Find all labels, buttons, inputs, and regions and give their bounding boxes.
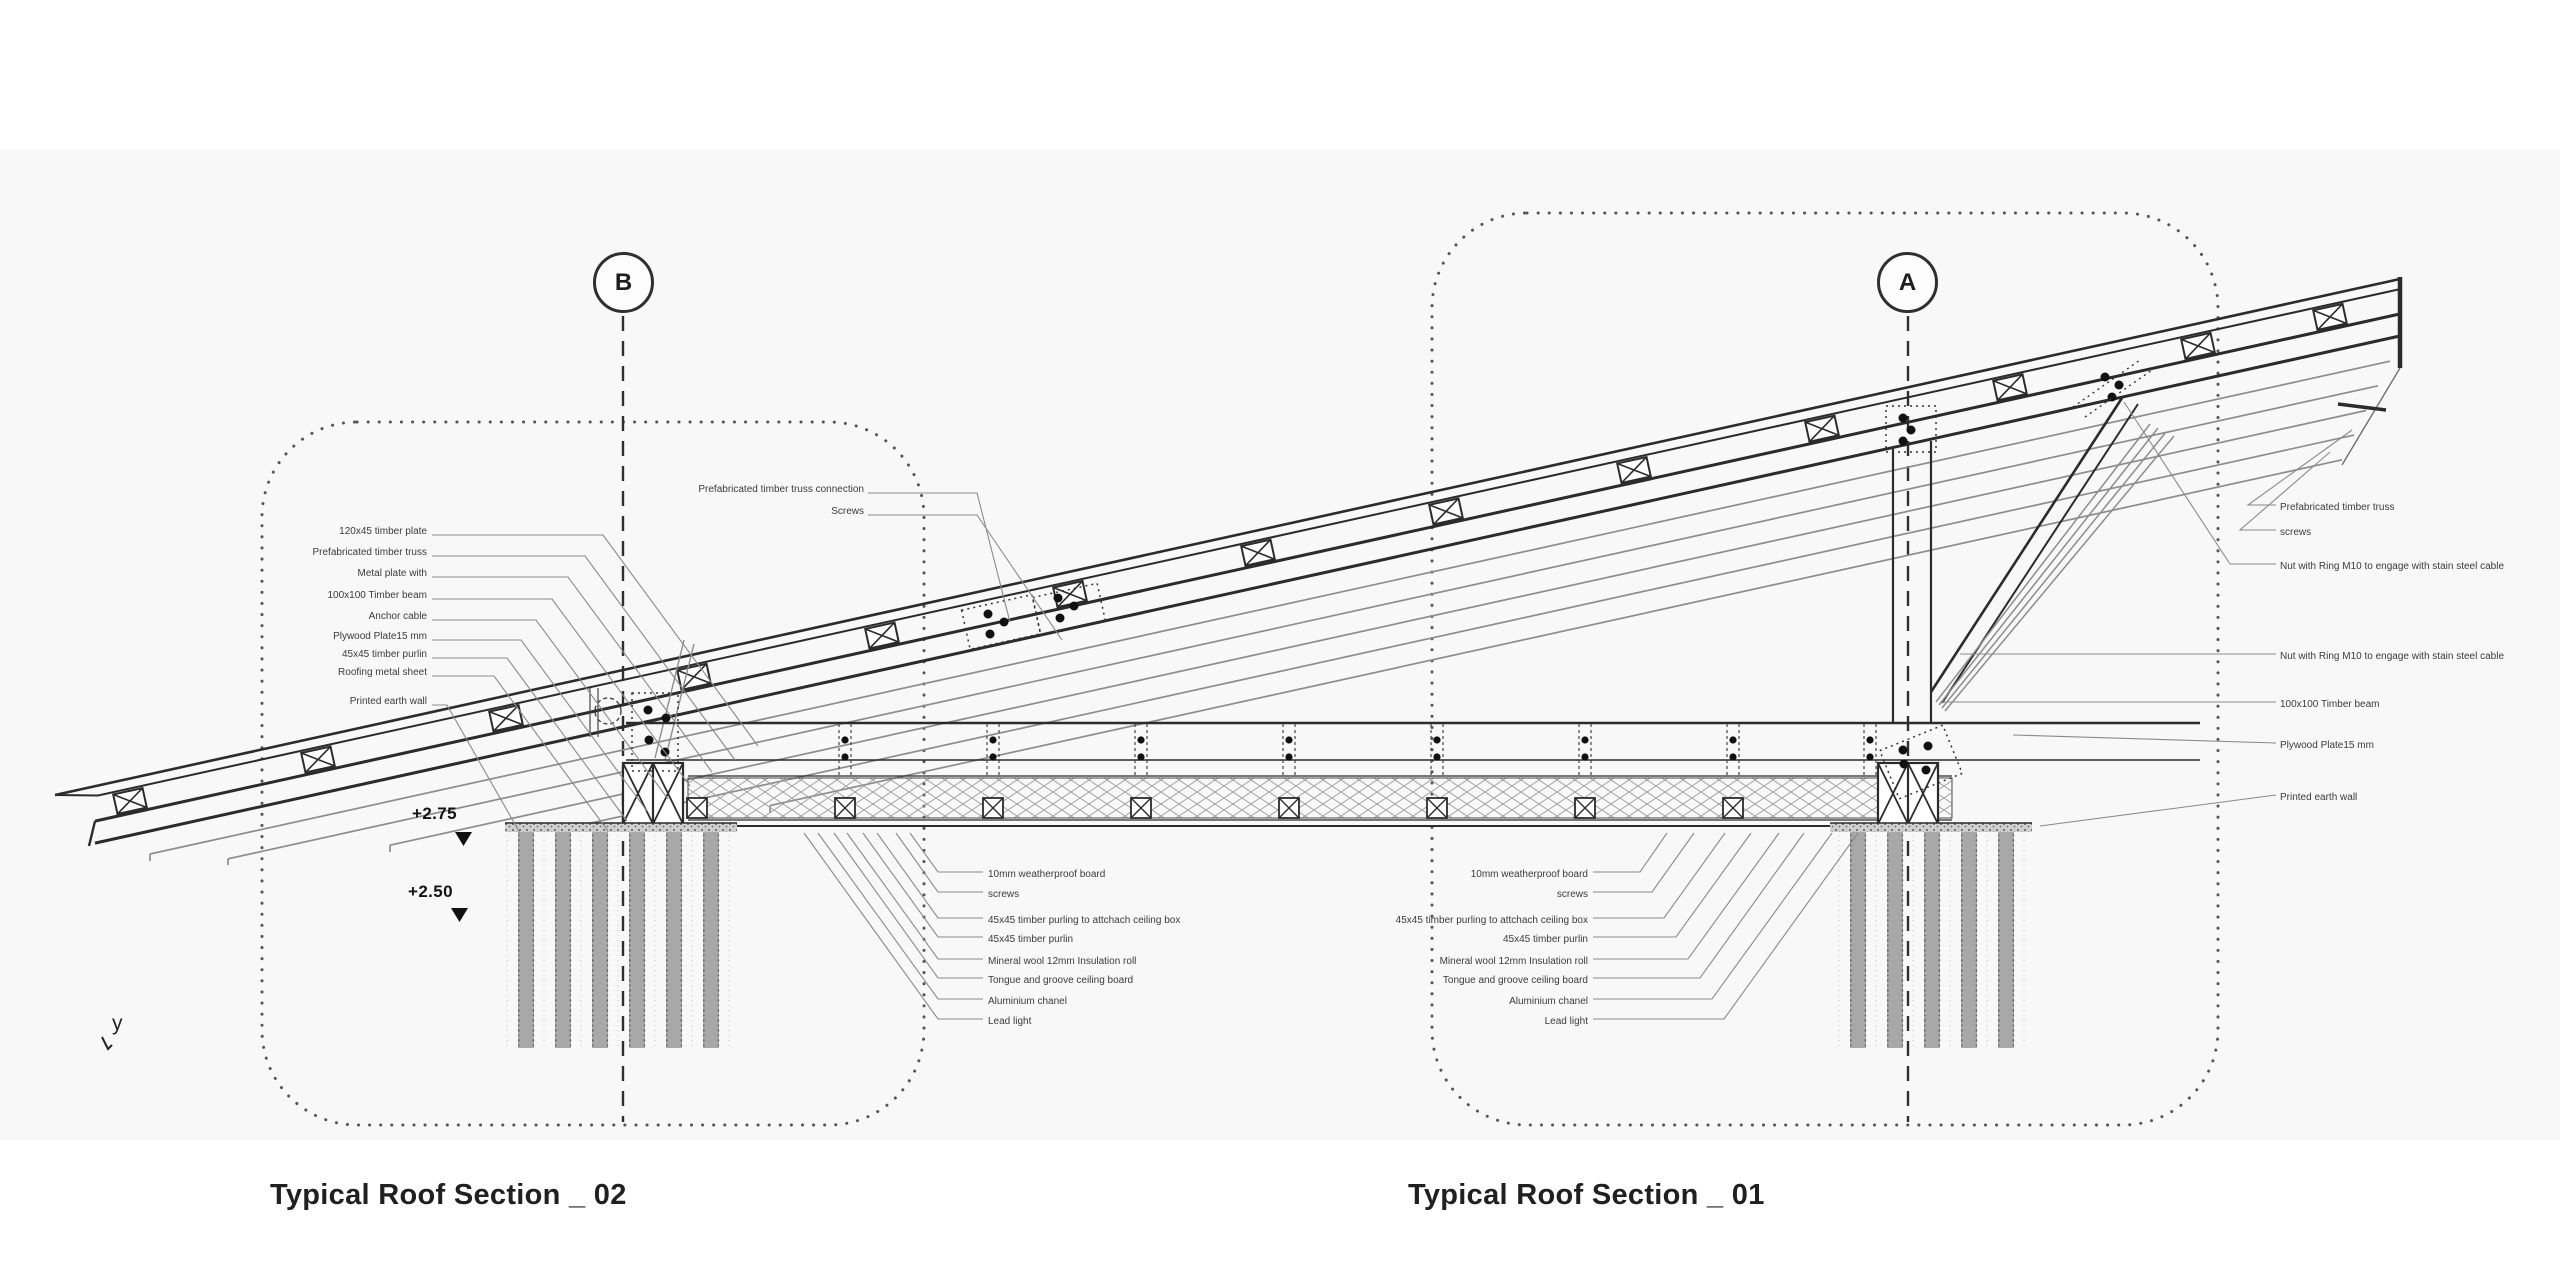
label-anchor-cable: Anchor cable xyxy=(368,611,427,622)
label-prefab-truss-left: Prefabricated timber truss xyxy=(312,547,427,558)
label-plywood-right: Plywood Plate15 mm xyxy=(2280,740,2374,751)
label-bl-screws: screws xyxy=(988,889,1020,900)
label-br-purlin: 45x45 timber purlin xyxy=(1502,934,1588,945)
label-screws-right: screws xyxy=(2280,527,2312,538)
title-roof-section-02: Typical Roof Section _ 02 xyxy=(270,1179,627,1211)
label-bl-lead-light: Lead light xyxy=(988,1016,1032,1027)
label-timber-beam-right: 100x100 Timber beam xyxy=(2280,699,2380,710)
label-roofing-sheet: Roofing metal sheet xyxy=(338,667,427,678)
canvas-background xyxy=(0,150,2560,1140)
label-br-lead-light: Lead light xyxy=(1544,1016,1588,1027)
label-br-purling-box: 45x45 timber purling to attchach ceiling box xyxy=(1395,915,1588,926)
label-nut-ring-lower: Nut with Ring M10 to engage with stain steel cable xyxy=(2280,651,2505,662)
label-earth-wall-left: Printed earth wall xyxy=(349,696,427,707)
label-truss-connection: Prefabricated timber truss connection xyxy=(698,484,864,495)
label-timber-plate: 120x45 timber plate xyxy=(339,526,427,537)
label-bl-weatherproof: 10mm weatherproof board xyxy=(988,869,1106,880)
label-br-tongue-groove: Tongue and groove ceiling board xyxy=(1442,975,1588,986)
section-marker-b[interactable]: B xyxy=(593,252,654,313)
label-bl-tongue-groove: Tongue and groove ceiling board xyxy=(988,975,1134,986)
section-marker-a[interactable]: A xyxy=(1877,252,1938,313)
label-bl-mineral-wool: Mineral wool 12mm Insulation roll xyxy=(988,956,1137,967)
label-br-mineral-wool: Mineral wool 12mm Insulation roll xyxy=(1439,956,1588,967)
label-metal-plate: Metal plate with xyxy=(357,568,427,579)
label-timber-beam-left: 100x100 Timber beam xyxy=(327,590,427,601)
title-roof-section-01: Typical Roof Section _ 01 xyxy=(1408,1179,1765,1211)
earth-wall-left xyxy=(505,823,737,1048)
label-timber-purlin-left: 45x45 timber purlin xyxy=(341,649,427,660)
label-bl-aluminium: Aluminium chanel xyxy=(988,996,1067,1007)
label-earth-wall-right: Printed earth wall xyxy=(2280,792,2358,803)
y-axis-label: y xyxy=(112,1012,123,1035)
elevation-2-50: +2.50 xyxy=(408,882,454,901)
elevation-2-75: +2.75 xyxy=(412,804,458,823)
label-nut-ring-upper: Nut with Ring M10 to engage with stain steel cable xyxy=(2280,561,2505,572)
earth-wall-right xyxy=(1830,823,2032,1048)
label-bl-purlin: 45x45 timber purlin xyxy=(988,934,1074,945)
label-br-aluminium: Aluminium chanel xyxy=(1509,996,1588,1007)
label-screws-mid: Screws xyxy=(831,506,864,517)
label-br-weatherproof: 10mm weatherproof board xyxy=(1470,869,1588,880)
label-prefab-truss-right: Prefabricated timber truss xyxy=(2280,502,2395,513)
label-br-screws: screws xyxy=(1556,889,1588,900)
label-plywood-left: Plywood Plate15 mm xyxy=(333,631,427,642)
label-bl-purling-box: 45x45 timber purling to attchach ceiling box xyxy=(988,915,1181,926)
